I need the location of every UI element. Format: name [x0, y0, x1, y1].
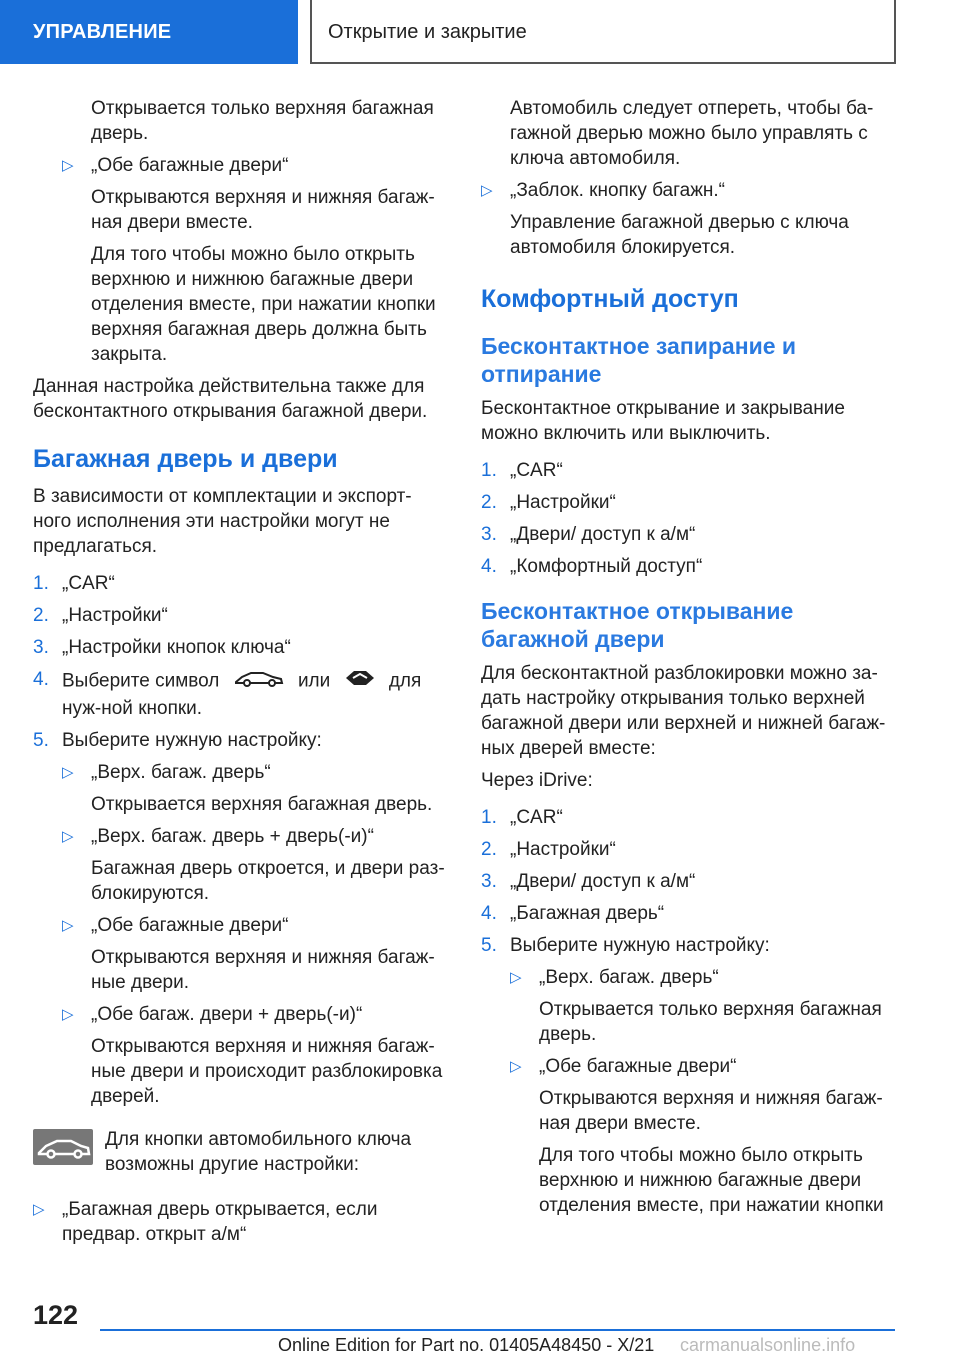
bullet-item [33, 1197, 447, 1247]
step-text: „CAR“ [510, 807, 563, 828]
option-description: Открываются верхняя и нижняя багаж-ная двери вместе. [539, 1088, 883, 1134]
option-label: „Обе багаж. двери + дверь(-и)“ [91, 1004, 363, 1025]
text-paragraph: Открываются верхняя и нижняя багаж-ная двери вместе. [91, 187, 435, 233]
note-box [33, 1127, 447, 1177]
step-text: для нуж-ной кнопки. [62, 670, 422, 719]
option-description: Открываются верхняя и нижняя багаж-ные двери и происходит разблокировка дверей. [91, 1036, 443, 1107]
step-item [481, 933, 895, 958]
right-column [481, 96, 895, 1225]
step-text: „Комфортный доступ“ [510, 556, 703, 577]
step-text: „Настройки“ [510, 839, 616, 860]
option-label: „Обе багажные двери“ [539, 1056, 737, 1077]
triangle-bullet-icon: ▷ [33, 1201, 45, 1218]
watermark: carmanualsonline.info [680, 1335, 856, 1355]
step-item [481, 901, 895, 926]
step-number: 5. [481, 935, 497, 956]
step-text: „Двери/ доступ к а/м“ [510, 524, 696, 545]
step-number: 4. [481, 556, 497, 577]
option-item [33, 913, 447, 938]
text-paragraph: Управление багажной дверью с ключа автомобиля блокируется. [510, 212, 849, 258]
step-item [481, 837, 895, 862]
bullet-item [33, 153, 447, 178]
step-number: 1. [481, 807, 497, 828]
chapter-title: Открытие и закрытие [328, 21, 527, 43]
step-text: „Багажная дверь“ [510, 903, 665, 924]
page-number: 122 [33, 1300, 79, 1330]
step-text: Выберите символ [62, 670, 220, 692]
bullet-label: „Заблок. кнопку багажн.“ [510, 180, 726, 201]
step-text: Выберите нужную настройку: [62, 730, 322, 751]
option-label: „Верх. багаж. дверь“ [539, 967, 719, 988]
step-number: 5. [33, 730, 49, 751]
triangle-bullet-icon: ▷ [62, 828, 74, 845]
option-label: „Верх. багаж. дверь + дверь(-и)“ [91, 826, 374, 847]
step-number: 4. [481, 903, 497, 924]
heading-comfort-access: Комфортный доступ [481, 285, 739, 313]
option-description: Багажная дверь откроется, и двери раз-блокируются. [91, 858, 445, 904]
option-description: Открывается верхняя багажная дверь. [91, 794, 433, 815]
step-item [33, 571, 447, 596]
chapter-tab [310, 0, 896, 64]
step-item [481, 805, 895, 830]
step-item [481, 869, 895, 894]
step-number: 3. [481, 871, 497, 892]
step-text: „Настройки кнопок ключа“ [62, 637, 291, 658]
step-number: 2. [481, 839, 497, 860]
step-text: „Настройки“ [62, 605, 168, 626]
option-item [481, 1054, 895, 1079]
car-outline-icon [233, 667, 285, 696]
option-description: Открывается только верхняя багажная дверь. [539, 999, 882, 1045]
step-number: 2. [481, 492, 497, 513]
step-item [481, 554, 895, 579]
triangle-bullet-icon: ▷ [481, 182, 493, 199]
option-item [33, 824, 447, 849]
step-number: 4. [33, 669, 49, 690]
option-item [33, 1002, 447, 1027]
chevron-button-icon [344, 669, 376, 694]
text-paragraph: Автомобиль следует отпереть, чтобы ба-гажной дверью можно было управлять с ключа автомобиля. [510, 98, 874, 169]
option-label: „Верх. багаж. дверь“ [91, 762, 271, 783]
heading-doors: Багажная дверь и двери [33, 445, 338, 473]
triangle-bullet-icon: ▷ [62, 157, 74, 174]
option-item [481, 965, 895, 990]
step-number: 1. [33, 573, 49, 594]
triangle-bullet-icon: ▷ [62, 1006, 74, 1023]
heading-keyless-tailgate: Бесконтактное открывание багажной двери [481, 598, 794, 652]
step-text: „Двери/ доступ к а/м“ [510, 871, 696, 892]
step-text: „CAR“ [510, 460, 563, 481]
text-paragraph: Данная настройка действительна также для бесконтактного открывания багажной двери. [33, 376, 428, 422]
step-item [481, 522, 895, 547]
option-description: Для того чтобы можно было открыть верхнюю и нижнюю багажные двери отделения вместе, при нажатии кнопки [539, 1145, 884, 1216]
triangle-bullet-icon: ▷ [510, 1058, 522, 1075]
section-title: УПРАВЛЕНИЕ [33, 21, 172, 43]
bullet-label: „Обе багажные двери“ [91, 155, 289, 176]
step-number: 1. [481, 460, 497, 481]
text-paragraph: Открывается только верхняя багажная дверь. [91, 98, 434, 144]
triangle-bullet-icon: ▷ [510, 969, 522, 986]
step-item [33, 728, 447, 753]
step-number: 3. [33, 637, 49, 658]
bullet-item [481, 178, 895, 203]
note-text: Для кнопки автомобильного ключа возможны другие настройки: [105, 1129, 412, 1175]
car-note-icon [33, 1129, 93, 1165]
text-paragraph: Для бесконтактной разблокировки можно за-дать настройку открывания только верхней багажной двери или верхней и нижней багаж-ных дверей вместе: [481, 663, 886, 759]
step-item [481, 490, 895, 515]
bullet-label: „Багажная дверь открывается, если предвар. открыт а/м“ [62, 1199, 378, 1245]
option-description: Открываются верхняя и нижняя багаж-ные двери. [91, 947, 435, 993]
footer-divider [100, 1329, 895, 1331]
text-paragraph: В зависимости от комплектации и экспорт-ного исполнения эти настройки могут не предлагаться. [33, 486, 412, 557]
step-item [33, 603, 447, 628]
step-text: Выберите нужную настройку: [510, 935, 770, 956]
triangle-bullet-icon: ▷ [62, 917, 74, 934]
option-item [33, 760, 447, 785]
option-label: „Обе багажные двери“ [91, 915, 289, 936]
step-number: 3. [481, 524, 497, 545]
step-item [481, 458, 895, 483]
edition-text: Online Edition for Part no. 01405A48450 - X/21 [278, 1335, 655, 1355]
step-text: „CAR“ [62, 573, 115, 594]
section-tab [0, 0, 298, 64]
triangle-bullet-icon: ▷ [62, 764, 74, 781]
step-text: или [297, 670, 331, 692]
text-paragraph: Для того чтобы можно было открыть верхнюю и нижнюю багажные двери отделения вместе, при нажатии кнопки верхняя багажная дверь должна быть закрыта. [91, 244, 436, 365]
text-paragraph: Через iDrive: [481, 770, 593, 791]
heading-keyless-locking: Бесконтактное запирание и отпирание [481, 333, 797, 387]
text-paragraph: Бесконтактное открывание и закрывание можно включить или выключить. [481, 398, 845, 444]
step-number: 2. [33, 605, 49, 626]
left-column [33, 96, 447, 1254]
step-item [33, 667, 447, 721]
step-item [33, 635, 447, 660]
step-text: „Настройки“ [510, 492, 616, 513]
